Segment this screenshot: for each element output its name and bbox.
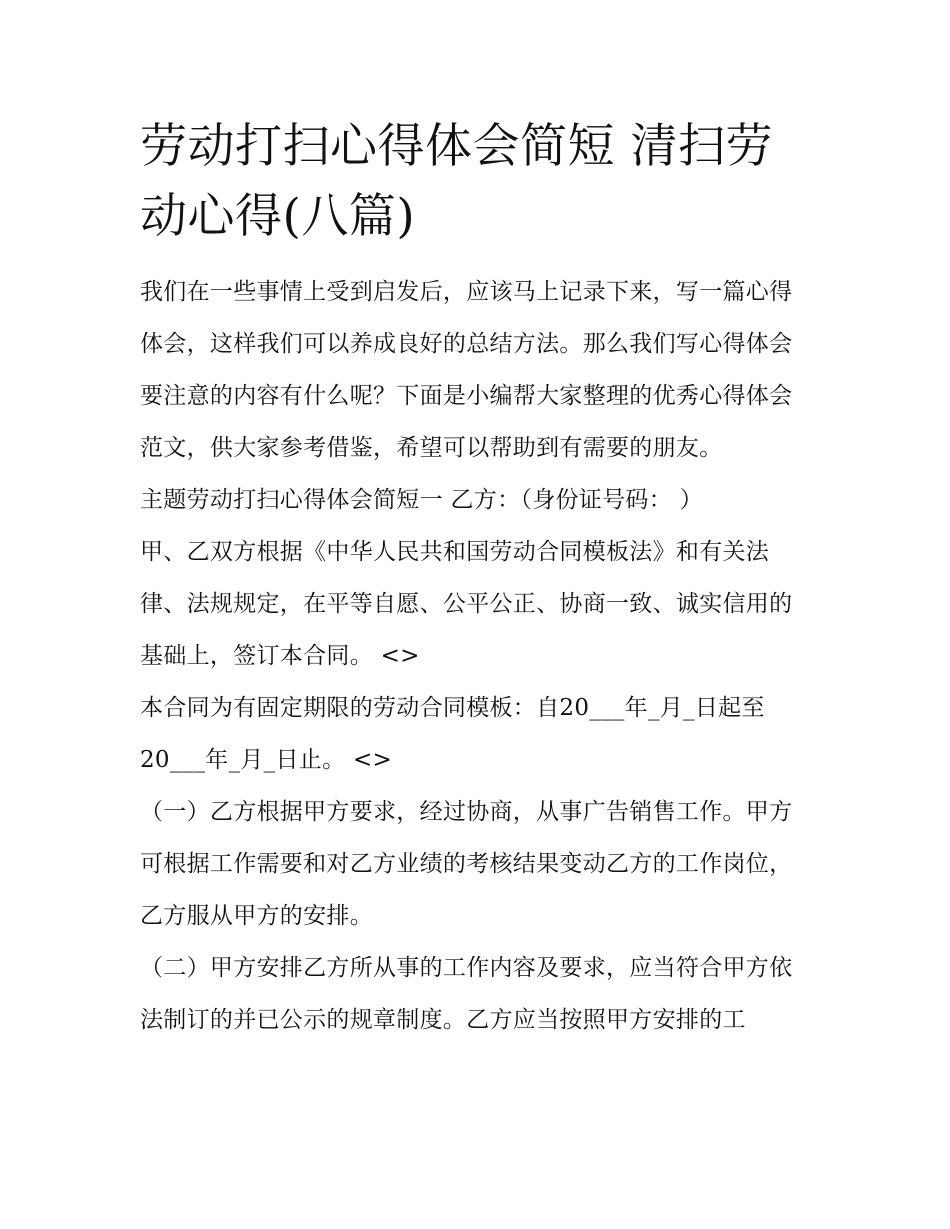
contract-term-paragraph: 本合同为有固定期限的劳动合同模板：自20___年_月_日起至20___年_月_日止。 <> <box>140 695 765 773</box>
document-body <box>140 112 812 1046</box>
clause-one-paragraph: （一）乙方根据甲方要求，经过协商，从事广告销售工作。甲方可根据工作需要和对乙方业绩的考核结果变动乙方的工作岗位，乙方服从甲方的安排。 <box>140 799 793 929</box>
document-title: 劳动打扫心得体会简短 清扫劳动心得(八篇) <box>140 119 773 244</box>
contract-paragraph: 甲、乙双方根据《中华人民共和国劳动合同模板法》和有关法律、法规规定，在平等自愿、公平公正、协商一致、诚实信用的基础上，签订本合同。 <> <box>140 539 793 669</box>
section-heading-one: 主题劳动打扫心得体会简短一 乙方：（身份证号码： ） <box>140 487 703 513</box>
clause-two-paragraph: （二）甲方安排乙方所从事的工作内容及要求，应当符合甲方依法制订的并已公示的规章制度。乙方应当按照甲方安排的工 <box>140 955 793 1033</box>
intro-paragraph: 我们在一些事情上受到启发后，应该马上记录下来，写一篇心得体会，这样我们可以养成良好的总结方法。那么我们写心得体会要注意的内容有什么呢？下面是小编帮大家整理的优秀心得体会范文，供大家参考借鉴，希望可以帮助到有需要的朋友。 <box>140 279 793 461</box>
